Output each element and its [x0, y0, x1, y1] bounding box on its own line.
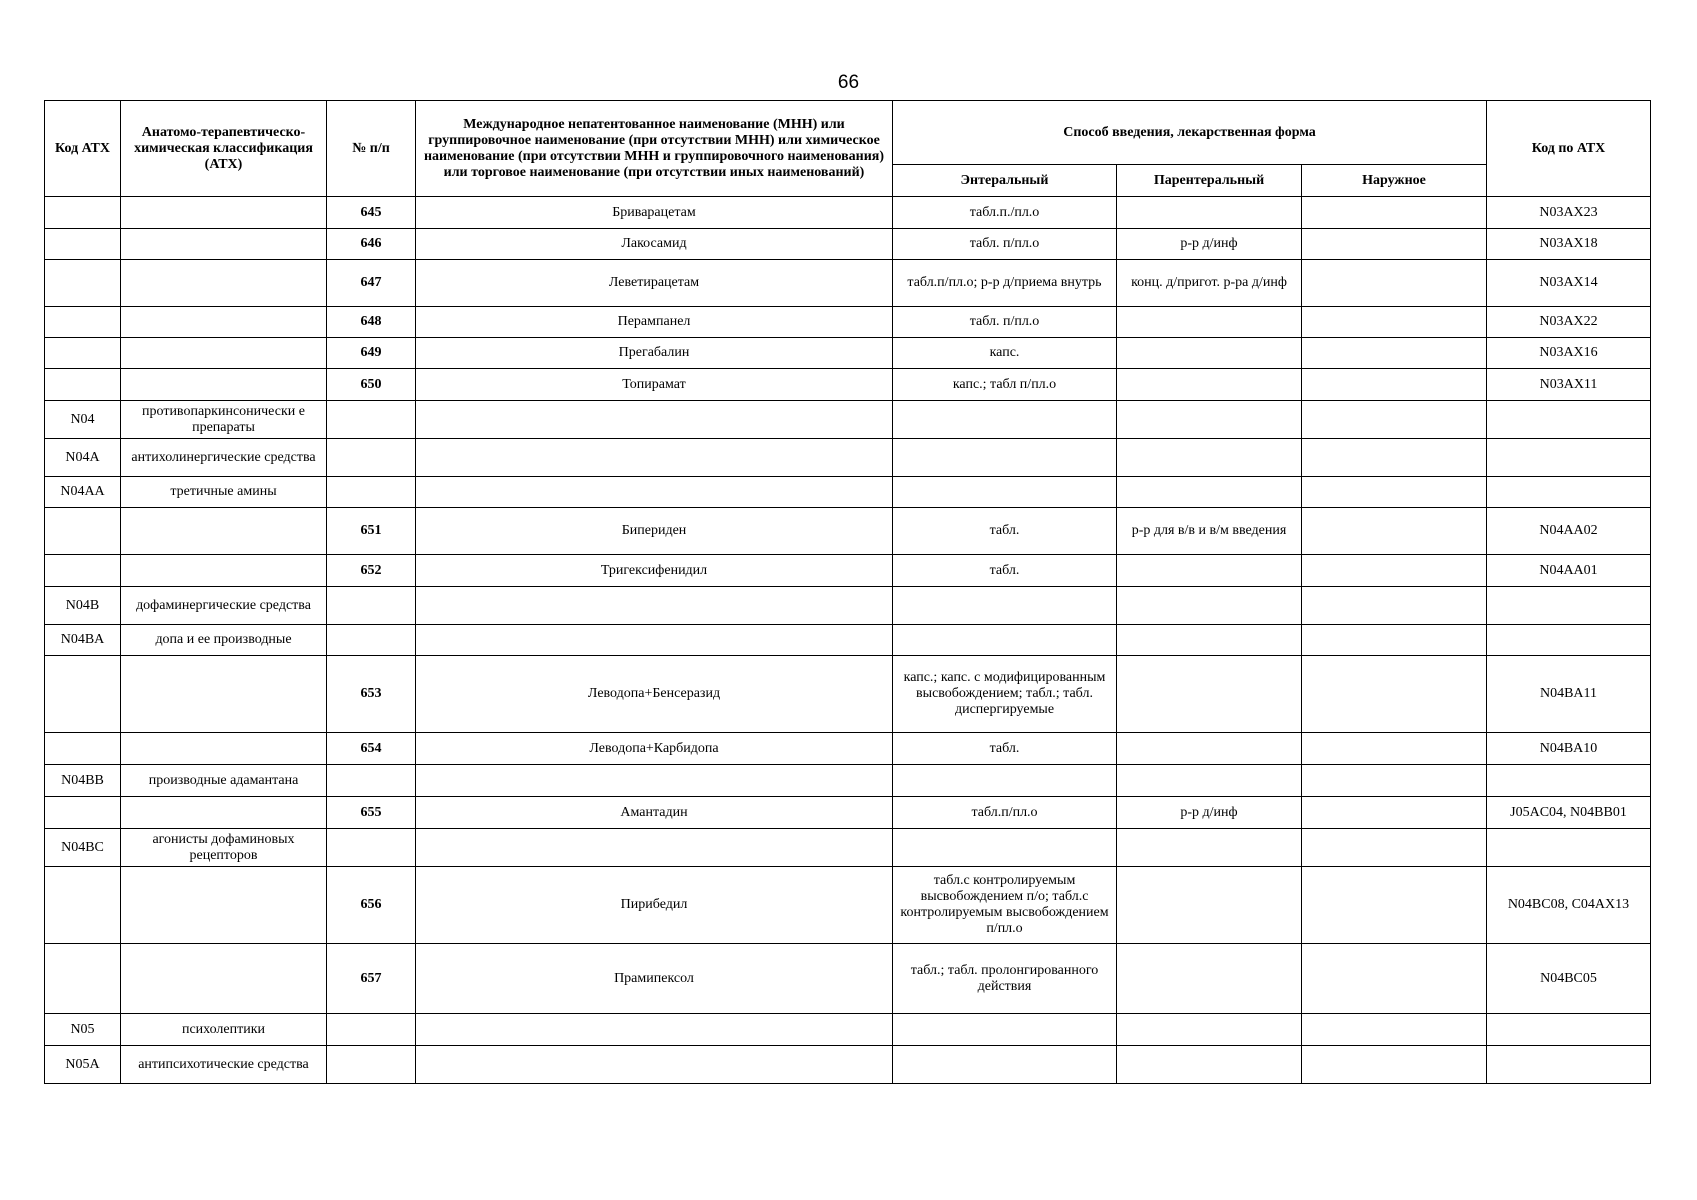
- cell-enteral: [893, 477, 1117, 508]
- cell-parenteral: [1117, 401, 1302, 439]
- cell-classification: [121, 369, 327, 401]
- cell-external: [1302, 477, 1487, 508]
- cell-external: [1302, 656, 1487, 733]
- cell-atx-ref: [1487, 625, 1651, 656]
- cell-parenteral: [1117, 829, 1302, 867]
- cell-name: Бриварацетам: [416, 197, 893, 229]
- cell-parenteral: [1117, 587, 1302, 625]
- table-row: [45, 829, 1651, 867]
- cell-atx-ref: N04BC05: [1487, 944, 1651, 1014]
- cell-atx-code: [45, 797, 121, 829]
- cell-atx-code: N04BC: [45, 829, 121, 867]
- cell-name: Перампанел: [416, 307, 893, 338]
- cell-classification: [121, 508, 327, 555]
- cell-classification: антихолинергические средства: [121, 439, 327, 477]
- cell-classification: [121, 229, 327, 260]
- cell-atx-ref: N04BA10: [1487, 733, 1651, 765]
- cell-enteral: капс.: [893, 338, 1117, 369]
- cell-external: [1302, 733, 1487, 765]
- cell-atx-ref: [1487, 829, 1651, 867]
- table-row: [45, 797, 1651, 829]
- cell-classification: противопаркинсонически е препараты: [121, 401, 327, 439]
- table-row: [45, 656, 1651, 733]
- cell-number: 654: [327, 733, 416, 765]
- table-row: [45, 307, 1651, 338]
- cell-number: [327, 829, 416, 867]
- table-row: [45, 338, 1651, 369]
- cell-atx-code: N04B: [45, 587, 121, 625]
- table-row: [45, 477, 1651, 508]
- cell-parenteral: [1117, 197, 1302, 229]
- cell-enteral: табл.п./пл.о: [893, 197, 1117, 229]
- cell-atx-ref: N03AX11: [1487, 369, 1651, 401]
- cell-atx-ref: N04AA02: [1487, 508, 1651, 555]
- cell-atx-ref: N03AX16: [1487, 338, 1651, 369]
- cell-atx-code: N05A: [45, 1046, 121, 1084]
- cell-parenteral: р-р для в/в и в/м введения: [1117, 508, 1302, 555]
- cell-number: 656: [327, 867, 416, 944]
- cell-name: [416, 829, 893, 867]
- cell-parenteral: [1117, 477, 1302, 508]
- table-row: [45, 733, 1651, 765]
- cell-parenteral: [1117, 867, 1302, 944]
- cell-parenteral: [1117, 1014, 1302, 1046]
- cell-number: 645: [327, 197, 416, 229]
- cell-enteral: [893, 829, 1117, 867]
- cell-atx-ref: [1487, 587, 1651, 625]
- table-row: [45, 197, 1651, 229]
- cell-external: [1302, 555, 1487, 587]
- cell-classification: [121, 867, 327, 944]
- cell-classification: [121, 733, 327, 765]
- cell-classification: [121, 260, 327, 307]
- cell-name: [416, 439, 893, 477]
- cell-atx-code: [45, 867, 121, 944]
- cell-atx-code: [45, 656, 121, 733]
- cell-atx-code: [45, 307, 121, 338]
- cell-enteral: [893, 587, 1117, 625]
- cell-number: 653: [327, 656, 416, 733]
- cell-enteral: табл.п/пл.о; р-р д/приема внутрь: [893, 260, 1117, 307]
- cell-atx-code: [45, 338, 121, 369]
- cell-atx-ref: [1487, 477, 1651, 508]
- cell-enteral: [893, 625, 1117, 656]
- cell-classification: антипсихотические средства: [121, 1046, 327, 1084]
- cell-name: Топирамат: [416, 369, 893, 401]
- cell-name: Амантадин: [416, 797, 893, 829]
- cell-external: [1302, 765, 1487, 797]
- cell-external: [1302, 867, 1487, 944]
- cell-external: [1302, 1014, 1487, 1046]
- cell-number: 647: [327, 260, 416, 307]
- table-row: [45, 944, 1651, 1014]
- cell-classification: [121, 555, 327, 587]
- cell-external: [1302, 508, 1487, 555]
- cell-name: Леводопа+Бенсеразид: [416, 656, 893, 733]
- table-row: [45, 587, 1651, 625]
- cell-atx-ref: [1487, 1014, 1651, 1046]
- header-parenteral: Парентеральный: [1117, 165, 1302, 197]
- cell-classification: агонисты дофаминовых рецепторов: [121, 829, 327, 867]
- cell-enteral: табл. п/пл.о: [893, 307, 1117, 338]
- cell-name: Прегабалин: [416, 338, 893, 369]
- cell-name: Бипериден: [416, 508, 893, 555]
- table-row: [45, 401, 1651, 439]
- cell-atx-ref: [1487, 401, 1651, 439]
- cell-atx-ref: [1487, 1046, 1651, 1084]
- cell-atx-code: N04BA: [45, 625, 121, 656]
- cell-atx-code: N04A: [45, 439, 121, 477]
- cell-enteral: [893, 439, 1117, 477]
- table-row: [45, 765, 1651, 797]
- cell-enteral: табл.: [893, 555, 1117, 587]
- cell-number: 651: [327, 508, 416, 555]
- cell-parenteral: [1117, 656, 1302, 733]
- cell-atx-code: [45, 197, 121, 229]
- cell-classification: [121, 307, 327, 338]
- cell-external: [1302, 1046, 1487, 1084]
- cell-name: [416, 625, 893, 656]
- cell-external: [1302, 625, 1487, 656]
- cell-number: 648: [327, 307, 416, 338]
- header-classification: Анатомо-терапевтическо-химическая классификация (АТХ): [121, 101, 327, 197]
- cell-number: 657: [327, 944, 416, 1014]
- cell-atx-code: [45, 369, 121, 401]
- header-route-group: Способ введения, лекарственная форма: [893, 101, 1487, 165]
- cell-name: Тригексифенидил: [416, 555, 893, 587]
- table-row: [45, 508, 1651, 555]
- table-row: [45, 369, 1651, 401]
- cell-number: [327, 477, 416, 508]
- cell-parenteral: [1117, 765, 1302, 797]
- cell-name: Леводопа+Карбидопа: [416, 733, 893, 765]
- header-number: № п/п: [327, 101, 416, 197]
- cell-enteral: капс.; капс. с модифицированным высвобождением; табл.; табл. диспергируемые: [893, 656, 1117, 733]
- cell-number: 652: [327, 555, 416, 587]
- cell-classification: третичные амины: [121, 477, 327, 508]
- cell-atx-ref: J05AC04, N04BB01: [1487, 797, 1651, 829]
- cell-parenteral: [1117, 944, 1302, 1014]
- cell-external: [1302, 197, 1487, 229]
- header-external: Наружное: [1302, 165, 1487, 197]
- table-row: [45, 229, 1651, 260]
- header-name: Международное непатентованное наименование (МНН) или группировочное наименование (при отсутствии МНН) или химическое наименование (при отсутствии МНН и группировочного наименования) или торговое наименование (при отсутствии иных наименований): [416, 101, 893, 197]
- cell-enteral: табл.: [893, 508, 1117, 555]
- cell-name: [416, 401, 893, 439]
- cell-atx-code: [45, 229, 121, 260]
- table-row: [45, 260, 1651, 307]
- cell-external: [1302, 439, 1487, 477]
- cell-name: [416, 1014, 893, 1046]
- header-atx-ref: Код по АТХ: [1487, 101, 1651, 197]
- cell-name: Пирибедил: [416, 867, 893, 944]
- cell-atx-ref: N04AA01: [1487, 555, 1651, 587]
- cell-external: [1302, 401, 1487, 439]
- cell-external: [1302, 229, 1487, 260]
- table-row: [45, 625, 1651, 656]
- cell-atx-ref: N03AX18: [1487, 229, 1651, 260]
- cell-atx-code: [45, 260, 121, 307]
- cell-external: [1302, 944, 1487, 1014]
- cell-atx-code: [45, 508, 121, 555]
- cell-parenteral: [1117, 1046, 1302, 1084]
- cell-parenteral: [1117, 338, 1302, 369]
- cell-parenteral: [1117, 439, 1302, 477]
- cell-atx-code: N04: [45, 401, 121, 439]
- cell-atx-ref: [1487, 439, 1651, 477]
- cell-atx-code: N04AA: [45, 477, 121, 508]
- table-row: [45, 867, 1651, 944]
- header-enteral: Энтеральный: [893, 165, 1117, 197]
- cell-external: [1302, 307, 1487, 338]
- cell-name: [416, 587, 893, 625]
- cell-number: [327, 439, 416, 477]
- cell-classification: [121, 797, 327, 829]
- cell-enteral: табл.с контролируемым высвобождением п/о; табл.с контролируемым высвобождением п/пл.о: [893, 867, 1117, 944]
- cell-atx-code: N05: [45, 1014, 121, 1046]
- page-number: 66: [837, 72, 860, 93]
- cell-name: [416, 477, 893, 508]
- table-row: [45, 1046, 1651, 1084]
- cell-parenteral: [1117, 733, 1302, 765]
- cell-parenteral: р-р д/инф: [1117, 797, 1302, 829]
- cell-number: [327, 1046, 416, 1084]
- cell-number: 646: [327, 229, 416, 260]
- cell-name: Лакосамид: [416, 229, 893, 260]
- cell-atx-ref: N03AX22: [1487, 307, 1651, 338]
- cell-number: [327, 625, 416, 656]
- cell-enteral: табл.; табл. пролонгированного действия: [893, 944, 1117, 1014]
- cell-parenteral: [1117, 307, 1302, 338]
- cell-enteral: табл.: [893, 733, 1117, 765]
- cell-atx-ref: N04BC08, C04AX13: [1487, 867, 1651, 944]
- cell-atx-code: [45, 733, 121, 765]
- cell-external: [1302, 338, 1487, 369]
- cell-atx-code: [45, 944, 121, 1014]
- cell-atx-ref: N04BA11: [1487, 656, 1651, 733]
- cell-parenteral: [1117, 625, 1302, 656]
- table-row: [45, 439, 1651, 477]
- atx-table: [44, 100, 1651, 1084]
- cell-enteral: капс.; табл п/пл.о: [893, 369, 1117, 401]
- cell-external: [1302, 369, 1487, 401]
- cell-name: [416, 765, 893, 797]
- cell-enteral: табл.п/пл.о: [893, 797, 1117, 829]
- cell-external: [1302, 587, 1487, 625]
- cell-atx-code: [45, 555, 121, 587]
- cell-name: Прамипексол: [416, 944, 893, 1014]
- cell-name: [416, 1046, 893, 1084]
- cell-number: [327, 1014, 416, 1046]
- cell-atx-ref: N03AX14: [1487, 260, 1651, 307]
- cell-classification: допа и ее производные: [121, 625, 327, 656]
- cell-classification: [121, 656, 327, 733]
- cell-parenteral: [1117, 555, 1302, 587]
- cell-classification: дофаминергические средства: [121, 587, 327, 625]
- cell-classification: [121, 338, 327, 369]
- cell-number: [327, 401, 416, 439]
- cell-number: 649: [327, 338, 416, 369]
- cell-number: 655: [327, 797, 416, 829]
- cell-enteral: [893, 1046, 1117, 1084]
- cell-external: [1302, 829, 1487, 867]
- cell-classification: психолептики: [121, 1014, 327, 1046]
- table-row: [45, 555, 1651, 587]
- cell-enteral: [893, 1014, 1117, 1046]
- cell-atx-ref: N03AX23: [1487, 197, 1651, 229]
- table-header: [45, 101, 1651, 197]
- cell-parenteral: р-р д/инф: [1117, 229, 1302, 260]
- cell-name: Леветирацетам: [416, 260, 893, 307]
- cell-parenteral: [1117, 369, 1302, 401]
- cell-enteral: [893, 765, 1117, 797]
- cell-parenteral: конц. д/пригот. р-ра д/инф: [1117, 260, 1302, 307]
- cell-external: [1302, 260, 1487, 307]
- cell-enteral: табл. п/пл.о: [893, 229, 1117, 260]
- table-row: [45, 1014, 1651, 1046]
- cell-external: [1302, 797, 1487, 829]
- cell-enteral: [893, 401, 1117, 439]
- header-atx-code: Код АТХ: [45, 101, 121, 197]
- cell-classification: [121, 944, 327, 1014]
- cell-number: [327, 765, 416, 797]
- cell-number: [327, 587, 416, 625]
- table-body: [45, 197, 1651, 1084]
- cell-atx-ref: [1487, 765, 1651, 797]
- cell-atx-code: N04BB: [45, 765, 121, 797]
- cell-classification: [121, 197, 327, 229]
- cell-number: 650: [327, 369, 416, 401]
- cell-classification: производные адамантана: [121, 765, 327, 797]
